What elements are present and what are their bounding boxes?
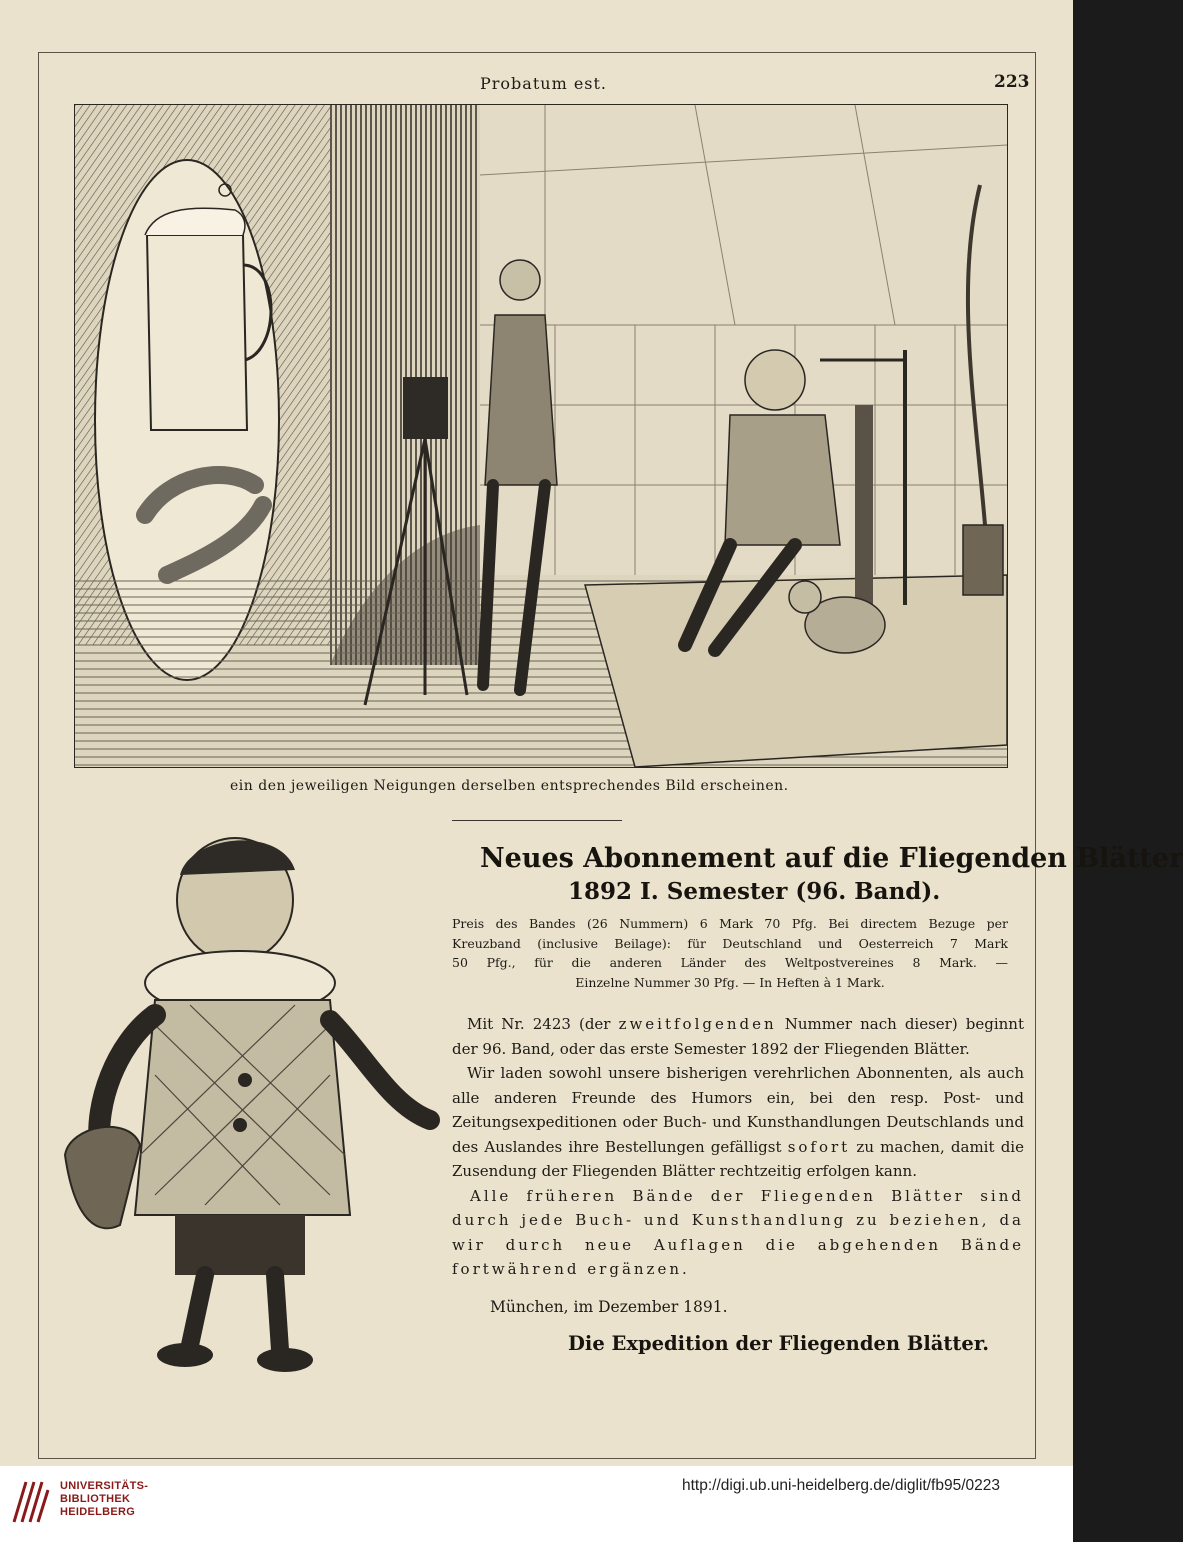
text-run: Nummer nach dieser) beginnt der 96. Band, oder das erste Semester 1892 der Fliegenden Blätter. xyxy=(452,1015,1024,1058)
library-logo-text xyxy=(60,1480,148,1519)
text-run: zu machen, damit die Zusendung der Fliegenden Blätter rechtzeitig erfolgen kann. xyxy=(452,1137,1024,1180)
text-run: Mit Nr. 2423 (der xyxy=(467,1015,611,1033)
price-block xyxy=(452,914,1008,992)
photographer-engraving xyxy=(75,105,1007,767)
permalink-url[interactable]: http://digi.ub.uni-heidelberg.de/diglit/fb95/0223 xyxy=(682,1477,1000,1494)
signature: Die Expedition der Fliegenden Blätter. xyxy=(568,1332,990,1355)
paragraph-earlier-volumes xyxy=(452,1184,1024,1282)
logo-line: UNIVERSITÄTS- xyxy=(60,1480,149,1492)
dateline: München, im Dezember 1891. xyxy=(490,1298,728,1316)
emphasized-text: zweitfolgenden xyxy=(618,1015,777,1033)
logo-line: HEIDELBERG xyxy=(60,1506,136,1518)
photographer-illustration xyxy=(74,104,1008,768)
logo-line: BIBLIOTHEK xyxy=(60,1493,131,1505)
section-divider xyxy=(452,820,622,821)
university-library-logo-icon xyxy=(8,1478,50,1526)
text-run: Alle früheren Bände der Fliegenden Blätter sind durch jede Buch- und Kunsthandlung zu beziehen, da wir durch neue Auflagen die abgehenden Bände fortwährend ergänzen. xyxy=(452,1186,1024,1278)
paragraph-new-volume xyxy=(452,1012,1024,1061)
running-title: Probatum est. xyxy=(480,74,608,93)
price-line: Preis des Bandes (26 Nummern) 6 Mark 70 Pfg. Bei directem Bezuge per xyxy=(452,916,1008,931)
page-number: 223 xyxy=(994,72,1030,92)
announcement-heading: Neues Abonnement auf die Fliegenden Blätter xyxy=(480,843,1183,874)
jester-illustration xyxy=(60,825,440,1380)
price-line: 50 Pfg., für die anderen Länder des Weltpostvereines 8 Mark. — xyxy=(452,955,1008,970)
price-line: Einzelne Nummer 30 Pfg. — In Heften à 1 Mark. xyxy=(575,974,885,990)
announcement-body xyxy=(452,1012,1024,1282)
announcement-subheading: 1892 I. Semester (96. Band). xyxy=(568,878,941,905)
paragraph-invitation xyxy=(452,1061,1024,1184)
price-line: Kreuzband (inclusive Beilage): für Deutschland und Oesterreich 7 Mark xyxy=(452,935,1008,951)
illustration-caption: ein den jeweiligen Neigungen derselben entsprechendes Bild erscheinen. xyxy=(230,778,789,794)
emphasized-text: sofort xyxy=(787,1137,851,1156)
text-run: Wir laden sowohl unsere bisherigen verehrlichen Abonnenten, als auch alle anderen Freunde des Humors ein, bei den resp. Post- und Zeitungsexpeditionen oder Buch- und Kunsthandlungen Deutschlands und des Auslandes ihre Bestellungen gefälligst xyxy=(452,1064,1024,1156)
jester-engraving xyxy=(60,825,440,1380)
